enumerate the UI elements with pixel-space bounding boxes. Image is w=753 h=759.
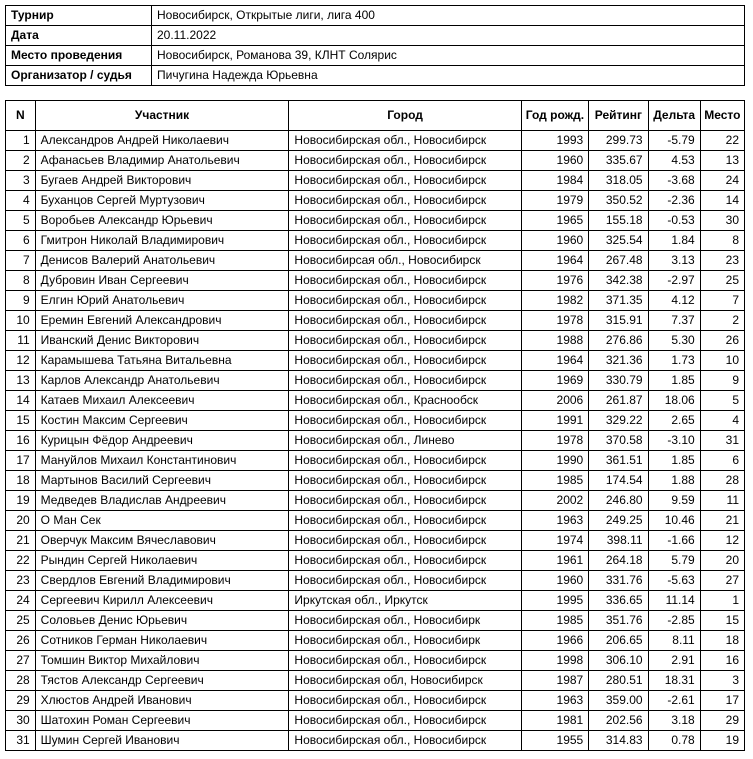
cell-rating: 359.00 [589, 691, 648, 711]
cell-delta: 2.91 [648, 651, 700, 671]
table-row [6, 271, 745, 291]
cell-number: 11 [6, 331, 36, 351]
cell-participant: Мартынов Василий Сергеевич [35, 471, 289, 491]
cell-city: Новосибирская обл., Новосибирск [289, 311, 521, 331]
info-row [6, 6, 745, 26]
cell-birth-year: 1964 [521, 251, 589, 271]
cell-delta: 1.85 [648, 371, 700, 391]
cell-number: 6 [6, 231, 36, 251]
cell-delta: 18.06 [648, 391, 700, 411]
info-row [6, 66, 745, 86]
cell-birth-year: 2002 [521, 491, 589, 511]
info-label: Организатор / судья [6, 66, 152, 86]
cell-city: Новосибирская обл., Краснообск [289, 391, 521, 411]
cell-delta: 18.31 [648, 671, 700, 691]
cell-city: Новосибирская обл., Новосибирск [289, 171, 521, 191]
cell-rating: 315.91 [589, 311, 648, 331]
cell-participant: Сотников Герман Николаевич [35, 631, 289, 651]
cell-rating: 206.65 [589, 631, 648, 651]
table-row [6, 231, 745, 251]
cell-number: 16 [6, 431, 36, 451]
table-row [6, 391, 745, 411]
cell-number: 2 [6, 151, 36, 171]
cell-city: Новосибирская обл., Новосибирск [289, 471, 521, 491]
cell-city: Новосибирская обл., Новосибирск [289, 531, 521, 551]
cell-place: 23 [700, 251, 744, 271]
cell-birth-year: 1988 [521, 331, 589, 351]
cell-delta: 7.37 [648, 311, 700, 331]
cell-city: Новосибирская обл., Новосибирск [289, 291, 521, 311]
cell-city: Новосибирская обл., Новосибирск [289, 371, 521, 391]
cell-participant: Буханцов Сергей Муртузович [35, 191, 289, 211]
info-value: Пичугина Надежда Юрьевна [152, 66, 745, 86]
cell-participant: Карамышева Татьяна Витальевна [35, 351, 289, 371]
table-row [6, 131, 745, 151]
table-row [6, 311, 745, 331]
cell-number: 22 [6, 551, 36, 571]
cell-rating: 306.10 [589, 651, 648, 671]
cell-participant: Оверчук Максим Вячеславович [35, 531, 289, 551]
table-row [6, 591, 745, 611]
cell-rating: 261.87 [589, 391, 648, 411]
cell-delta: 1.73 [648, 351, 700, 371]
cell-rating: 202.56 [589, 711, 648, 731]
cell-birth-year: 1990 [521, 451, 589, 471]
cell-rating: 370.58 [589, 431, 648, 451]
cell-delta: 1.88 [648, 471, 700, 491]
cell-city: Новосибирская обл., Новосибирск [289, 451, 521, 471]
cell-city: Новосибирская обл., Новосибирск [289, 351, 521, 371]
cell-participant: Денисов Валерий Анатольевич [35, 251, 289, 271]
cell-birth-year: 1993 [521, 131, 589, 151]
cell-birth-year: 1961 [521, 551, 589, 571]
cell-rating: 276.86 [589, 331, 648, 351]
cell-number: 18 [6, 471, 36, 491]
header-number: N [6, 101, 36, 131]
cell-place: 28 [700, 471, 744, 491]
cell-place: 20 [700, 551, 744, 571]
table-row [6, 631, 745, 651]
cell-birth-year: 1969 [521, 371, 589, 391]
cell-place: 3 [700, 671, 744, 691]
cell-rating: 350.52 [589, 191, 648, 211]
table-row [6, 471, 745, 491]
header-delta: Дельта [648, 101, 700, 131]
cell-city: Новосибирская обл., Новосибирск [289, 571, 521, 591]
cell-rating: 246.80 [589, 491, 648, 511]
info-value: 20.11.2022 [152, 26, 745, 46]
cell-participant: Воробьев Александр Юрьевич [35, 211, 289, 231]
cell-participant: Гмитрон Николай Владимирович [35, 231, 289, 251]
cell-delta: 1.85 [648, 451, 700, 471]
cell-birth-year: 1960 [521, 231, 589, 251]
table-row [6, 251, 745, 271]
cell-place: 29 [700, 711, 744, 731]
cell-place: 22 [700, 131, 744, 151]
cell-delta: 3.18 [648, 711, 700, 731]
cell-rating: 351.76 [589, 611, 648, 631]
cell-rating: 329.22 [589, 411, 648, 431]
cell-number: 20 [6, 511, 36, 531]
cell-rating: 331.76 [589, 571, 648, 591]
cell-number: 7 [6, 251, 36, 271]
cell-participant: Томшин Виктор Михайлович [35, 651, 289, 671]
cell-place: 7 [700, 291, 744, 311]
cell-birth-year: 1976 [521, 271, 589, 291]
cell-rating: 342.38 [589, 271, 648, 291]
cell-place: 6 [700, 451, 744, 471]
cell-number: 28 [6, 671, 36, 691]
cell-participant: Бугаев Андрей Викторович [35, 171, 289, 191]
cell-birth-year: 1963 [521, 691, 589, 711]
table-row [6, 651, 745, 671]
cell-place: 24 [700, 171, 744, 191]
cell-participant: Медведев Владислав Андреевич [35, 491, 289, 511]
table-row [6, 611, 745, 631]
cell-birth-year: 1981 [521, 711, 589, 731]
cell-delta: -0.53 [648, 211, 700, 231]
cell-delta: -3.10 [648, 431, 700, 451]
cell-number: 30 [6, 711, 36, 731]
cell-birth-year: 1995 [521, 591, 589, 611]
cell-birth-year: 1985 [521, 471, 589, 491]
cell-delta: -2.61 [648, 691, 700, 711]
cell-place: 26 [700, 331, 744, 351]
header-birth-year: Год рожд. [521, 101, 589, 131]
cell-participant: Карлов Александр Анатольевич [35, 371, 289, 391]
info-value: Новосибирск, Романова 39, КЛНТ Солярис [152, 46, 745, 66]
cell-participant: О Ман Сек [35, 511, 289, 531]
cell-number: 17 [6, 451, 36, 471]
cell-place: 12 [700, 531, 744, 551]
cell-delta: -5.63 [648, 571, 700, 591]
cell-city: Новосибирская обл., Новосибирк [289, 631, 521, 651]
cell-birth-year: 1987 [521, 671, 589, 691]
cell-participant: Тястов Александр Сергеевич [35, 671, 289, 691]
cell-delta: -2.36 [648, 191, 700, 211]
cell-number: 19 [6, 491, 36, 511]
cell-birth-year: 1965 [521, 211, 589, 231]
header-place: Место [700, 101, 744, 131]
table-row [6, 511, 745, 531]
cell-place: 18 [700, 631, 744, 651]
cell-participant: Мануйлов Михаил Константинович [35, 451, 289, 471]
cell-participant: Костин Максим Сергеевич [35, 411, 289, 431]
cell-number: 3 [6, 171, 36, 191]
cell-rating: 264.18 [589, 551, 648, 571]
cell-place: 17 [700, 691, 744, 711]
cell-participant: Еремин Евгений Александрович [35, 311, 289, 331]
cell-birth-year: 1978 [521, 311, 589, 331]
cell-place: 9 [700, 371, 744, 391]
cell-rating: 299.73 [589, 131, 648, 151]
cell-delta: 0.78 [648, 731, 700, 751]
cell-city: Новосибирская обл., Новосибирк [289, 611, 521, 631]
cell-participant: Афанасьев Владимир Анатольевич [35, 151, 289, 171]
table-row [6, 151, 745, 171]
cell-participant: Елгин Юрий Анатольевич [35, 291, 289, 311]
cell-participant: Александров Андрей Николаевич [35, 131, 289, 151]
header-rating: Рейтинг [589, 101, 648, 131]
cell-birth-year: 1979 [521, 191, 589, 211]
cell-city: Новосибирская обл., Новосибирск [289, 151, 521, 171]
cell-rating: 267.48 [589, 251, 648, 271]
cell-city: Новосибирская обл., Новосибирск [289, 191, 521, 211]
cell-delta: -2.85 [648, 611, 700, 631]
header-city: Город [289, 101, 521, 131]
cell-participant: Курицын Фёдор Андреевич [35, 431, 289, 451]
cell-delta: 5.79 [648, 551, 700, 571]
cell-birth-year: 1982 [521, 291, 589, 311]
cell-city: Новосибирская обл., Новосибирск [289, 691, 521, 711]
cell-place: 11 [700, 491, 744, 511]
info-label: Дата [6, 26, 152, 46]
cell-city: Новосибирская обл., Новосибирск [289, 271, 521, 291]
cell-number: 21 [6, 531, 36, 551]
table-row [6, 211, 745, 231]
cell-number: 5 [6, 211, 36, 231]
cell-birth-year: 1985 [521, 611, 589, 631]
cell-delta: 1.84 [648, 231, 700, 251]
cell-number: 10 [6, 311, 36, 331]
cell-delta: 4.53 [648, 151, 700, 171]
cell-rating: 249.25 [589, 511, 648, 531]
cell-delta: 5.30 [648, 331, 700, 351]
info-label: Место проведения [6, 46, 152, 66]
cell-place: 25 [700, 271, 744, 291]
cell-participant: Соловьев Денис Юрьевич [35, 611, 289, 631]
table-row [6, 671, 745, 691]
cell-city: Новосибирская обл., Новосибирск [289, 551, 521, 571]
info-row [6, 46, 745, 66]
cell-participant: Иванский Денис Викторович [35, 331, 289, 351]
cell-delta: -3.68 [648, 171, 700, 191]
cell-number: 9 [6, 291, 36, 311]
cell-place: 21 [700, 511, 744, 531]
cell-number: 12 [6, 351, 36, 371]
cell-place: 10 [700, 351, 744, 371]
cell-delta: 9.59 [648, 491, 700, 511]
cell-number: 26 [6, 631, 36, 651]
table-row [6, 331, 745, 351]
cell-rating: 330.79 [589, 371, 648, 391]
table-row [6, 571, 745, 591]
cell-place: 5 [700, 391, 744, 411]
cell-rating: 318.05 [589, 171, 648, 191]
cell-birth-year: 1984 [521, 171, 589, 191]
table-row [6, 291, 745, 311]
cell-participant: Рындин Сергей Николаевич [35, 551, 289, 571]
table-row [6, 351, 745, 371]
cell-rating: 325.54 [589, 231, 648, 251]
cell-delta: 8.11 [648, 631, 700, 651]
table-row [6, 551, 745, 571]
table-row [6, 711, 745, 731]
cell-delta: -5.79 [648, 131, 700, 151]
cell-birth-year: 2006 [521, 391, 589, 411]
cell-number: 15 [6, 411, 36, 431]
cell-birth-year: 1960 [521, 151, 589, 171]
cell-delta: 3.13 [648, 251, 700, 271]
cell-delta: 2.65 [648, 411, 700, 431]
table-row [6, 371, 745, 391]
cell-rating: 361.51 [589, 451, 648, 471]
cell-rating: 314.83 [589, 731, 648, 751]
cell-place: 1 [700, 591, 744, 611]
cell-number: 31 [6, 731, 36, 751]
cell-place: 19 [700, 731, 744, 751]
info-row [6, 26, 745, 46]
cell-place: 13 [700, 151, 744, 171]
table-row [6, 171, 745, 191]
cell-number: 14 [6, 391, 36, 411]
results-header-row [6, 101, 745, 131]
cell-place: 2 [700, 311, 744, 331]
cell-city: Новосибирская обл., Новосибирск [289, 231, 521, 251]
cell-city: Новосибирская обл., Новосибирск [289, 731, 521, 751]
cell-birth-year: 1963 [521, 511, 589, 531]
table-row [6, 411, 745, 431]
cell-city: Новосибирская обл., Новосибирск [289, 411, 521, 431]
cell-participant: Дубровин Иван Сергеевич [35, 271, 289, 291]
cell-place: 8 [700, 231, 744, 251]
cell-place: 27 [700, 571, 744, 591]
cell-birth-year: 1974 [521, 531, 589, 551]
cell-rating: 321.36 [589, 351, 648, 371]
cell-birth-year: 1978 [521, 431, 589, 451]
cell-delta: 10.46 [648, 511, 700, 531]
cell-birth-year: 1960 [521, 571, 589, 591]
info-label: Турнир [6, 6, 152, 26]
cell-rating: 398.11 [589, 531, 648, 551]
cell-number: 25 [6, 611, 36, 631]
cell-number: 24 [6, 591, 36, 611]
cell-city: Новосибирская обл., Новосибирск [289, 211, 521, 231]
cell-number: 8 [6, 271, 36, 291]
cell-city: Новосибирская обл, Новосибирск [289, 671, 521, 691]
cell-participant: Свердлов Евгений Владимирович [35, 571, 289, 591]
cell-birth-year: 1991 [521, 411, 589, 431]
cell-delta: -1.66 [648, 531, 700, 551]
cell-place: 30 [700, 211, 744, 231]
cell-city: Новосибирская обл., Новосибирск [289, 131, 521, 151]
cell-participant: Катаев Михаил Алексеевич [35, 391, 289, 411]
cell-number: 1 [6, 131, 36, 151]
cell-rating: 174.54 [589, 471, 648, 491]
cell-place: 16 [700, 651, 744, 671]
table-row [6, 191, 745, 211]
header-participant: Участник [35, 101, 289, 131]
cell-city: Новосибирсая обл., Новосибирск [289, 251, 521, 271]
cell-city: Новосибирская обл., Новосибирск [289, 331, 521, 351]
cell-city: Новосибирская обл., Новосибирск [289, 651, 521, 671]
table-row [6, 431, 745, 451]
cell-birth-year: 1966 [521, 631, 589, 651]
cell-rating: 336.65 [589, 591, 648, 611]
cell-birth-year: 1955 [521, 731, 589, 751]
cell-delta: 4.12 [648, 291, 700, 311]
cell-number: 27 [6, 651, 36, 671]
cell-city: Иркутская обл., Иркутск [289, 591, 521, 611]
info-value: Новосибирск, Открытые лиги, лига 400 [152, 6, 745, 26]
cell-rating: 155.18 [589, 211, 648, 231]
cell-place: 4 [700, 411, 744, 431]
cell-delta: 11.14 [648, 591, 700, 611]
table-row [6, 491, 745, 511]
cell-number: 4 [6, 191, 36, 211]
cell-number: 23 [6, 571, 36, 591]
cell-participant: Шумин Сергей Иванович [35, 731, 289, 751]
cell-rating: 280.51 [589, 671, 648, 691]
cell-place: 15 [700, 611, 744, 631]
cell-city: Новосибирская обл., Линево [289, 431, 521, 451]
table-row [6, 691, 745, 711]
cell-delta: -2.97 [648, 271, 700, 291]
cell-city: Новосибирская обл., Новосибирск [289, 491, 521, 511]
cell-place: 14 [700, 191, 744, 211]
tournament-info-table [5, 5, 745, 86]
cell-place: 31 [700, 431, 744, 451]
cell-rating: 335.67 [589, 151, 648, 171]
cell-rating: 371.35 [589, 291, 648, 311]
table-row [6, 731, 745, 751]
cell-number: 13 [6, 371, 36, 391]
results-table [5, 100, 745, 751]
cell-birth-year: 1998 [521, 651, 589, 671]
cell-city: Новосибирская обл., Новосибирск [289, 511, 521, 531]
cell-birth-year: 1964 [521, 351, 589, 371]
cell-participant: Шатохин Роман Сергеевич [35, 711, 289, 731]
cell-city: Новосибирская обл., Новосибирск [289, 711, 521, 731]
cell-participant: Хлюстов Андрей Иванович [35, 691, 289, 711]
table-row [6, 451, 745, 471]
table-row [6, 531, 745, 551]
cell-number: 29 [6, 691, 36, 711]
cell-participant: Сергеевич Кирилл Алексеевич [35, 591, 289, 611]
